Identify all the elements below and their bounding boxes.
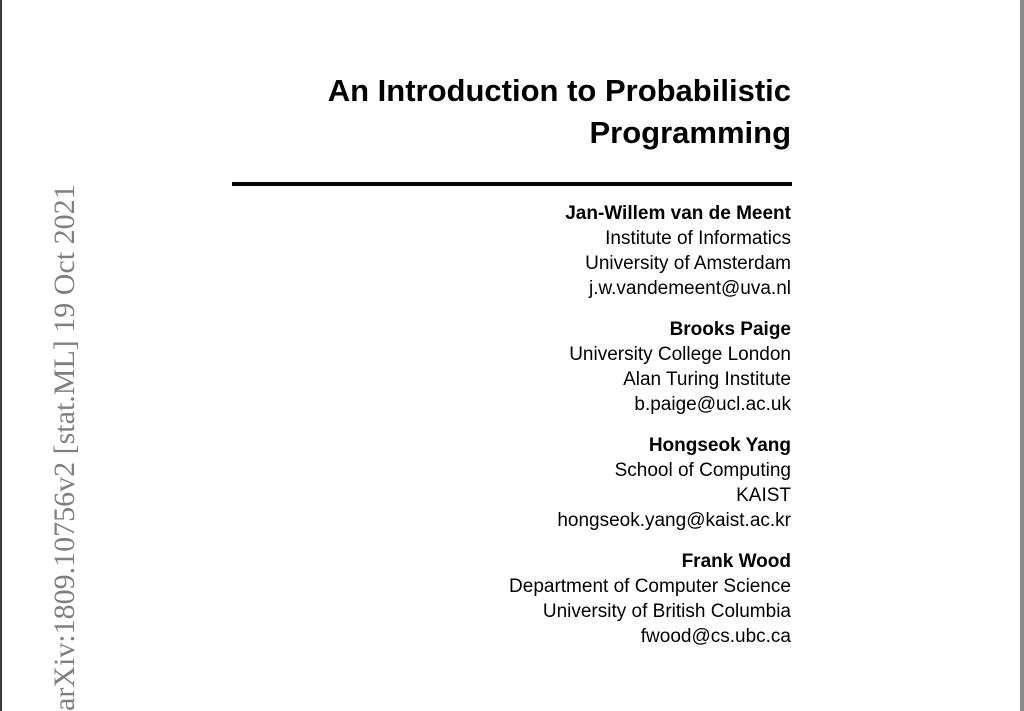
paper-title-line-2: Programming [589,115,791,150]
author-email[interactable]: fwood@cs.ubc.ca [640,626,791,647]
author-block [231,433,791,533]
author-email[interactable]: b.paige@ucl.ac.uk [634,394,791,415]
paper-title [91,70,791,154]
author-name: Brooks Paige [669,319,791,340]
author-name: Frank Wood [681,551,791,572]
author-email[interactable]: j.w.vandemeent@uva.nl [588,278,791,299]
author-email[interactable]: hongseok.yang@kaist.ac.kr [557,510,791,531]
author-block [231,549,791,649]
author-block [231,201,791,301]
title-rule [232,182,792,186]
author-list [231,201,791,665]
author-affiliation: Department of Computer Science [509,576,791,597]
author-affiliation: University of Amsterdam [585,253,791,274]
arxiv-identifier-stamp: arXiv:1809.10756v2 [stat.ML] 19 Oct 2021 [48,184,81,711]
author-affiliation: School of Computing [614,460,791,481]
author-block [231,317,791,417]
right-scrollbar-edge[interactable] [1020,0,1024,711]
author-name: Hongseok Yang [648,435,791,456]
author-affiliation: KAIST [736,485,791,506]
author-affiliation: Institute of Informatics [605,228,791,249]
author-affiliation: University College London [569,344,791,365]
left-page-edge [0,0,2,711]
author-affiliation: University of British Columbia [542,601,791,622]
author-name: Jan-Willem van de Meent [565,203,791,224]
author-affiliation: Alan Turing Institute [623,369,791,390]
paper-title-line-1: An Introduction to Probabilistic [327,73,791,108]
